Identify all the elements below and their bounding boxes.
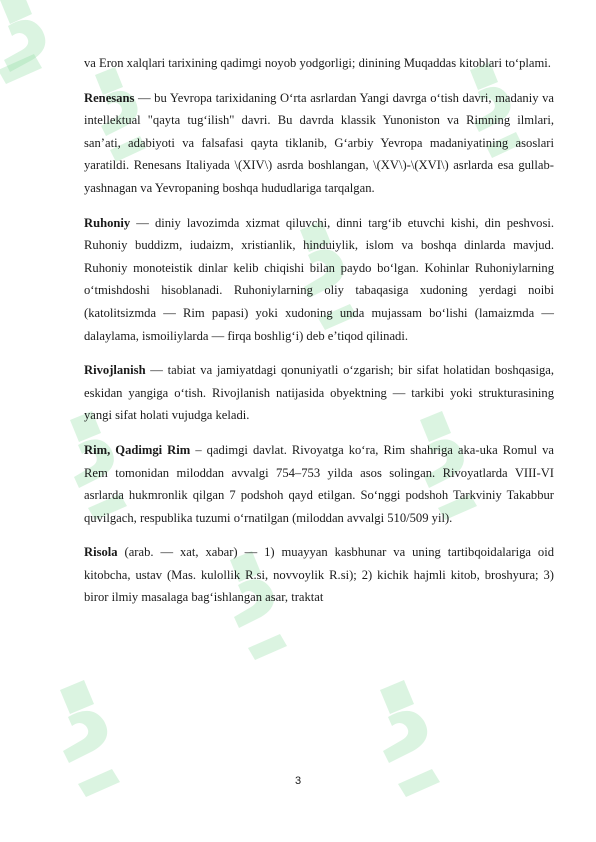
- entry-term: Rivojlanish: [84, 363, 146, 378]
- entry-term: Ruhoniy: [84, 215, 131, 230]
- entry-term: Renesans: [84, 90, 135, 105]
- glossary-entry-rivojlanish: [84, 359, 554, 427]
- glossary-entry-ruhoniy: [84, 212, 554, 348]
- paragraph-text: va Eron xalqlari tarixining qadimgi noyob yodgorligi; dinining Muqaddas kitoblari to‘plami.: [84, 56, 551, 70]
- page-number: 3: [294, 775, 302, 787]
- entry-definition: – qadimgi davlat. Rivoyatga ko‘ra, Rim shahriga aka-uka Romul va Rem tomonidan miloddan avvalgi 754–753 yilda asos solingan. Rivoyatlarda VIII-VI asrlarda hukmronlik qilgan 7 podshoh qayd etilgan. So‘nggi podshoh Tarkviniy Takabbur quvilgach, respublika tuzumi o‘rnatilgan (miloddan avvalgi 510/509 yil).: [84, 442, 554, 525]
- glossary-entry-renesans: [84, 87, 554, 200]
- paragraph-continuation: [84, 52, 554, 75]
- entry-definition: — tabiat va jamiyatdagi qonuniyatli o‘zgarish; bir sifat holatidan boshqasiga, eskidan yangiga o‘tish. Rivojlanish natijasida obyektning — tarkibi yoki strukturasining yangi sifat holati vujudga keladi.: [84, 363, 554, 423]
- glossary-entry-rim: [84, 439, 554, 529]
- entry-definition: (arab. — xat, xabar) — 1) muayyan kasbhunar va uning tartibqoidalariga oid kitobcha, ustav (Mas. kulollik R.si, novvoylik R.si); 2) kichik hajmli kitob, broshyura; 3) biror ilmiy masalaga bag‘ishlangan asar, traktat: [84, 545, 554, 605]
- entry-definition: — bu Yevropa tarixidaning O‘rta asrlardan Yangi davrga o‘tish davri, madaniy va intellektual "qayta tug‘ilish" davri. Bu davrda klassik Yunoniston va Rimning ilmlari, san’ati, adabiyoti va falsafasi qayta tiklanib, G‘arbiy Yevropa madaniyatining asoslari yaratildi. Renesans Italiyada \(XIV\) asrda boshlangan, \(XV\)-\(XVI\) asrlarda esa gullab-yashnagan va Yevropaning boshqa hududlariga tarqalgan.: [84, 90, 554, 195]
- glossary-entry-risola: [84, 541, 554, 609]
- entry-term: Rim, Qadimgi Rim: [84, 442, 191, 457]
- entry-term: Risola: [84, 545, 118, 560]
- entry-definition: — diniy lavozimda xizmat qiluvchi, dinni targ‘ib etuvchi kishi, din peshvosi. Ruhoniy buddizm, iudaizm, xristianlik, hinduiylik, islom va boshqa dinlarda mavjud. Ruhoniy monoteistik dinlar kelib chiqishi bilan paydo bo‘lgan. Kohinlar Ruhoniylarning o‘tmishdoshi hisoblanadi. Ruhoniylarning oliy tabaqasiga xudoning yerdagi noibi (katolitsizmda — Rim papasi) yoki xudoning unda mujassam bo‘lishi (lamaizmda — dalaylama, ismoiliylarda — firqa boshlig‘i) deb e’tiqod qilinadi.: [84, 215, 554, 343]
- glossary-body: [84, 52, 554, 621]
